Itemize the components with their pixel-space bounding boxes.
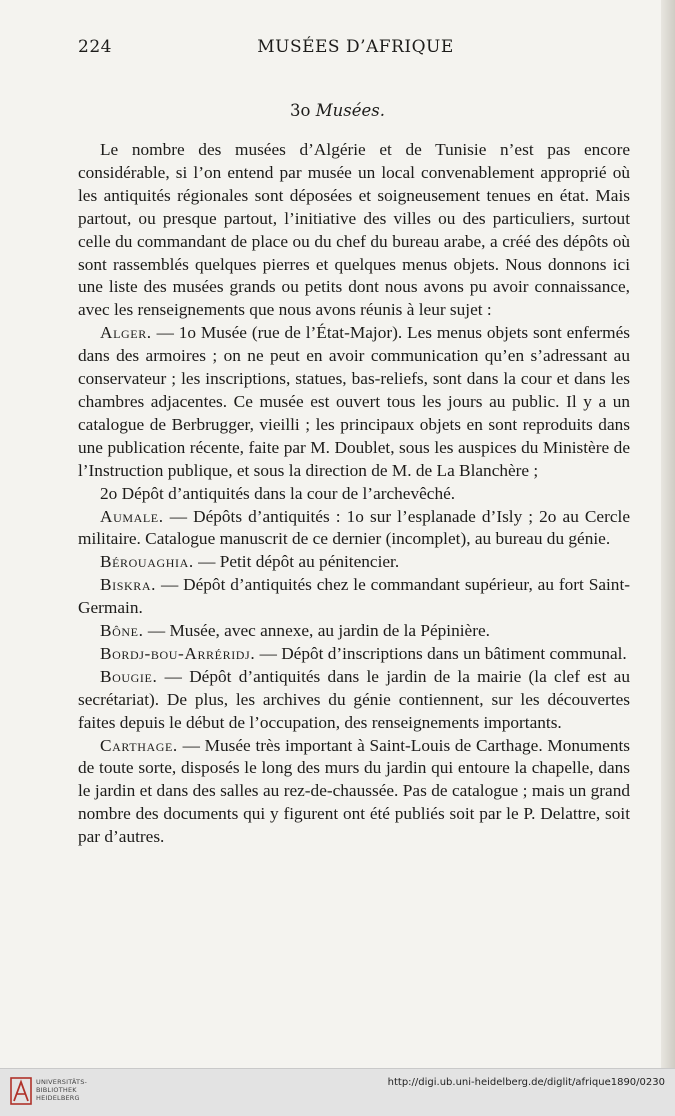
entry-text: — Musée, avec annexe, au jardin de la Pépinière. [143, 621, 490, 641]
entry-text: 2o Dépôt d’antiquités dans la cour de l’archevêché. [100, 483, 456, 503]
entry-place: Bougie. [100, 666, 158, 686]
paragraph [78, 483, 630, 506]
entry-text: Le nombre des musées d’Algérie et de Tunisie n’est pas encore considérable, si l’on entend par musée un local convenablement approprié où les antiquités régionales sont déposées et soigneusement tenues en état. Mais partout, ou presque partout, l’initiative des villes ou des particuliers, surtout celle du commandant de place ou du chef du bureau arabe, a créé des dépôts où sont rassemblés quelques pierres et quelques menus objets. Nous donnons ici une liste des musées grands ou petits dont nous avons pu avoir connaissance, avec les renseignements que nous avons réunis à leur sujet : [78, 140, 630, 320]
body-text [78, 139, 630, 849]
section-number: 3o [290, 101, 311, 120]
viewer-footer [0, 1068, 675, 1116]
entry-place: Bône. [100, 621, 144, 641]
paragraph [78, 620, 630, 643]
paragraph [78, 666, 630, 735]
running-title: MUSÉES D’AFRIQUE [257, 37, 454, 57]
paragraph [78, 574, 630, 620]
library-logo-icon [10, 1077, 32, 1105]
entry-text: — Dépôt d’inscriptions dans un bâtiment communal. [255, 643, 627, 663]
paragraph [78, 139, 630, 322]
entry-place: Biskra. [100, 575, 157, 595]
paragraph [78, 735, 630, 850]
entry-place: Alger. [100, 323, 152, 343]
entry-text: — Dépôts d’antiquités : 1o sur l’esplanade d’Isly ; 2o au Cercle militaire. Catalogue manuscrit de ce dernier (incomplet), au bureau du génie. [78, 506, 630, 549]
entry-text: — Dépôt d’antiquités dans le jardin de la mairie (la clef est au secrétariat). De plus, les archives du génie contiennent, sur les découvertes faites depuis le début de l’occupation, des renseignements importants. [78, 666, 630, 732]
entry-text: — Petit dépôt au pénitencier. [193, 552, 400, 572]
entry-place: Aumale. [100, 506, 164, 526]
paragraph [78, 551, 630, 574]
page-number: 224 [78, 37, 112, 57]
paragraph [78, 643, 630, 666]
page-edge [661, 0, 675, 1068]
entry-text: — Dépôt d’antiquités chez le commandant supérieur, au fort Saint-Germain. [78, 575, 630, 618]
entry-text: — 1o Musée (rue de l’État-Major). Les menus objets sont enfermés dans des armoires ; on ne peut en avoir communication qu’en s’adressant au conservateur ; les inscriptions, statues, bas-reliefs, sont dans la cour et dans les chambres adjacentes. Ce musée est ouvert tous les jours au public. Il y a un catalogue de Berbrugger, vieilli ; les principaux objets en sont reproduits dans une publication récente, faite par M. Doublet, sous les auspices du Ministère de l’Instruction publique, et sous la direction de M. de La Blanchère ; [78, 323, 630, 480]
paragraph [78, 506, 630, 552]
entry-place: Bordj-bou-Arréridj. [100, 643, 256, 663]
entry-place: Bérouaghia. [100, 552, 194, 572]
entry-place: Carthage. [100, 735, 178, 755]
section-heading [0, 101, 675, 120]
source-link[interactable]: http://digi.ub.uni-heidelberg.de/diglit/afrique1890/0230 [387, 1077, 665, 1088]
running-head [78, 37, 633, 61]
paragraph [78, 322, 630, 482]
section-title: Musées. [315, 101, 385, 120]
entry-text: — Musée très important à Saint-Louis de Carthage. Monuments de toute sorte, disposés le long des murs du jardin qui entoure la chapelle, dans le jardin et dans des salles au rez-de-chaussée. Pas de catalogue ; mais un grand nombre des documents qui y figurent ont été publiés soit par le P. Delattre, soit par d’autres. [78, 735, 630, 847]
library-name: UNIVERSITÄTS- BIBLIOTHEK HEIDELBERG [36, 1078, 88, 1102]
